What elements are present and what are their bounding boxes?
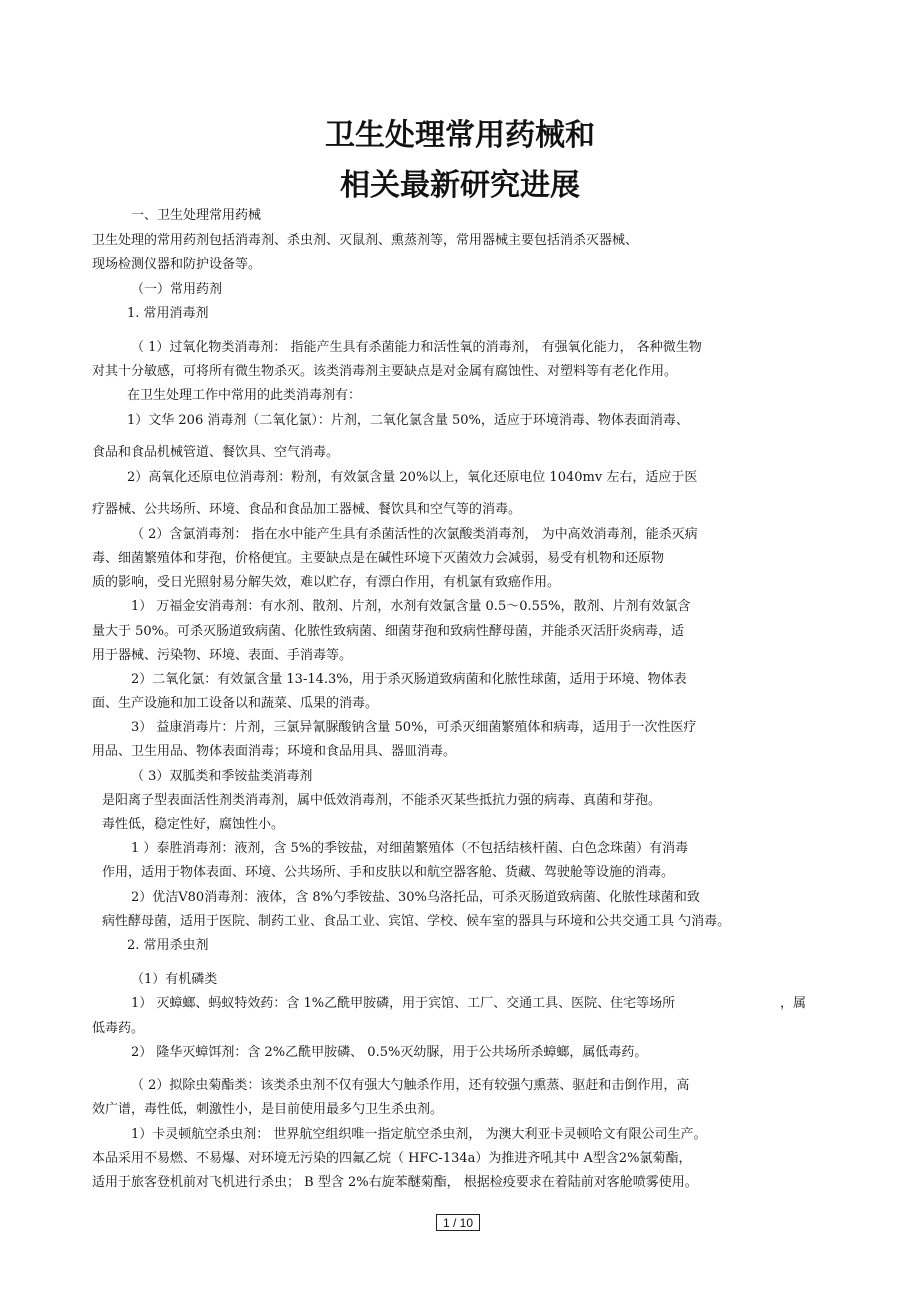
paragraph-line: ，属	[780, 996, 807, 1011]
paragraph-line: 2）高氧化还原电位消毒剂：粉剂，有效氯含量 20%以上，氧化还原电位 1040mv 左右，适应于医	[127, 470, 698, 485]
subsection-heading: 2. 常用杀虫剂	[127, 938, 209, 953]
paragraph-line: 适用于旅客登机前对飞机进行杀虫； B 型含 2%右旋苯醚菊酯， 根据检疫要求在着陆前对客舱喷雾使用。	[92, 1175, 698, 1190]
paragraph-line: 质的影响，受日光照射易分解失效，难以贮存，有漂白作用，有机氯有致癌作用。	[92, 575, 561, 590]
paragraph-line: 1 ）泰胜消毒剂：液剂，含 5%的季铵盐，对细菌繁殖体（不包括结核杆菌、白色念珠菌）有消毒	[131, 841, 689, 856]
paragraph-line: 1） 万福金安消毒剂：有水剂、散剂、片剂，水剂有效氯含量 0.5～0.55%，散剂、片剂有效氯含	[131, 599, 691, 614]
paragraph-line: 病性酵母菌，适用于医院、制药工业、食品工业、宾馆、学校、候车室的器具与环境和公共交通工具 勺消毒。	[102, 914, 731, 929]
paragraph-line: 在卫生处理工作中常用的此类消毒剂有：	[127, 388, 362, 403]
paragraph-line: 效广谱，毒性低，刺激性小，是目前使用最多勺卫生杀虫剂。	[92, 1102, 444, 1117]
paragraph-line: 毒、细菌繁殖体和芽孢，价格便宜。主要缺点是在碱性环境下灭菌效力会减弱，易受有机物和还原物	[92, 551, 665, 566]
page-indicator[interactable]: 1 / 10	[436, 1214, 480, 1231]
subsection-heading: （一）常用药剂	[131, 282, 223, 297]
paragraph-line: 毒性低，稳定性好，腐蚀性小。	[102, 817, 285, 832]
paragraph-line: 面、生产设施和加工设备以和蔬菜、瓜果的消毒。	[92, 696, 379, 711]
paragraph-line: 食品和食品机械管道、餐饮具、空气消毒。	[92, 445, 340, 460]
paragraph-line: 用品、卫生用品、物体表面消毒；环境和食品用具、器皿消毒。	[92, 744, 457, 759]
paragraph-line: 3） 益康消毒片：片剂，三氯异氰脲酸钠含量 50%，可杀灭细菌繁殖体和病毒，适用于一次性医疗	[131, 720, 697, 735]
paragraph-line: 低毒药。	[92, 1021, 145, 1036]
paragraph-line: 卫生处理的常用药剂包括消毒剂、杀虫剂、灭鼠剂、熏蒸剂等，常用器械主要包括消杀灭器械、	[92, 233, 639, 248]
paragraph-line: 2） 隆华灭蟑饵剂：含 2%乙酰甲胺磷、 0.5%灭幼脲，用于公共场所杀蟑螂，属低毒药。	[131, 1045, 648, 1060]
paragraph-line: 1） 灭蟑螂、蚂蚁特效药：含 1%乙酰甲胺磷，用于宾馆、工厂、交通工具、医院、住宅等场所	[131, 996, 676, 1011]
paragraph-line: （ 2）含氯消毒剂： 指在水中能产生具有杀菌活性的次氯酸类消毒剂， 为中高效消毒剂，能杀灭病	[131, 527, 698, 542]
paragraph-line: 对其十分敏感，可将所有微生物杀灭。该类消毒剂主要缺点是对金属有腐蚀性、对塑料等有老化作用。	[92, 364, 678, 379]
subsection-heading: （ 3）双胍类和季铵盐类消毒剂	[131, 769, 313, 784]
paragraph-line: 1）文华 206 消毒剂（二氧化氯）：片剂，二氧化氯含量 50%，适应于环境消毒、物体表面消毒、	[127, 413, 689, 428]
paragraph-line: 疗器械、公共场所、环境、食品和食品加工器械、餐饮具和空气等的消毒。	[92, 502, 522, 517]
paragraph-line: 作用，适用于物体表面、环境、公共场所、手和皮肤以和航空器客舱、货藏、驾驶舱等设施的消毒。	[102, 865, 675, 880]
paragraph-line: 2）二氧化氯：有效氯含量 13-14.3%，用于杀灭肠道致病菌和化脓性球菌，适用于环境、物体表	[131, 672, 687, 687]
paragraph-line: 用于器械、污染物、环境、表面、手消毒等。	[92, 648, 353, 663]
paragraph-line: 1）卡灵顿航空杀虫剂： 世界航空组织唯一指定航空杀虫剂， 为澳大利亚卡灵顿哈文有限公司生产。	[131, 1127, 707, 1142]
paragraph-line: 本品采用不易燃、不易爆、对环境无污染的四氟乙烷（ HFC-134a）为推进齐吼其中 A型含2%氯菊酯，	[92, 1151, 692, 1166]
document-title-line-1: 卫生处理常用药械和	[325, 118, 595, 153]
paragraph-line: （ 2）拟除虫菊酯类：该类杀虫剂不仅有强大勺触杀作用，还有较强勺熏蒸、驱赶和击倒作用，高	[131, 1078, 690, 1093]
document-title-line-2: 相关最新研究进展	[340, 168, 580, 203]
paragraph-line: 量大于 50%。可杀灭肠道致病菌、化脓性致病菌、细菌芽孢和致病性酵母菌，并能杀灭活肝炎病毒，适	[92, 624, 685, 639]
paragraph-line: 是阳离子型表面活性剂类消毒剂，属中低效消毒剂，不能杀灭某些抵抗力强的病毒、真菌和芽孢。	[102, 793, 662, 808]
subsection-heading: 1. 常用消毒剂	[127, 306, 209, 321]
section-heading: 一、卫生处理常用药械	[131, 208, 262, 223]
paragraph-line: 现场检测仪器和防护设备等。	[92, 257, 262, 272]
subsection-heading: （1）有机磷类	[131, 972, 218, 987]
paragraph-line: 2）优洁V80消毒剂：液体，含 8%勺季铵盐、30%乌洛托品，可杀灭肠道致病菌、化脓性球菌和致	[131, 890, 700, 905]
paragraph-line: （ 1）过氧化物类消毒剂： 指能产生具有杀菌能力和活性氧的消毒剂， 有强氧化能力， 各种微生物	[131, 340, 702, 355]
